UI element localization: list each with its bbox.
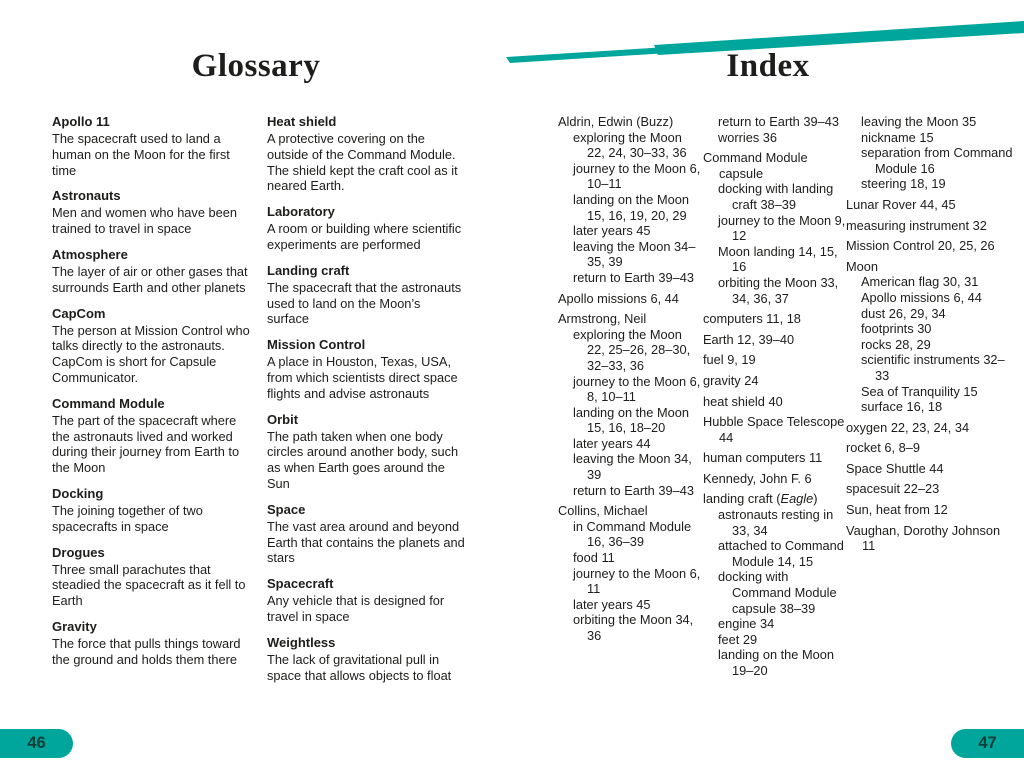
glossary-entry bbox=[52, 306, 250, 386]
glossary-term: Spacecraft bbox=[267, 576, 334, 592]
index-entry: Moon bbox=[846, 258, 879, 274]
index-entry: Vaughan, Dorothy Johnson 11 bbox=[846, 522, 1001, 554]
index-entry: footprints 30 bbox=[861, 321, 932, 337]
index-entry: Sun, heat from 12 bbox=[846, 502, 948, 518]
index-entry: worries 36 bbox=[718, 129, 778, 145]
glossary-term: Docking bbox=[52, 485, 104, 501]
index-entry: attached to Command Module 14, 15 bbox=[718, 538, 844, 569]
index-entry: surface 16, 18 bbox=[861, 399, 943, 415]
index-entry: separation from Command Module 16 bbox=[861, 145, 1013, 176]
glossary-entry bbox=[52, 188, 250, 237]
glossary-definition: A protective covering on the outside of the Command Module. The shield kept the craft cool as it neared Earth. bbox=[267, 131, 458, 194]
index-entry: scientific instruments 32–33 bbox=[861, 352, 1005, 383]
index-entry: landing on the Moon 15, 16, 18–20 bbox=[573, 404, 689, 436]
glossary-entry bbox=[267, 263, 465, 327]
index-entry: orbiting the Moon 34, 36 bbox=[573, 612, 694, 643]
glossary-term: Laboratory bbox=[267, 204, 335, 220]
index-entry: rocks 28, 29 bbox=[861, 336, 931, 352]
index-entry: steering 18, 19 bbox=[861, 176, 946, 192]
index-entry: landing craft (Eagle) bbox=[703, 491, 818, 507]
glossary-term: Weightless bbox=[267, 634, 336, 650]
index-entry: Earth 12, 39–40 bbox=[703, 331, 795, 347]
index-entry: docking with Command Module capsule 38–39 bbox=[718, 569, 837, 616]
index-entry: heat shield 40 bbox=[703, 393, 783, 409]
glossary-definition: Three small parachutes that steadied the spacecraft as it fell to Earth bbox=[52, 561, 246, 609]
glossary-entry bbox=[52, 396, 250, 476]
glossary-entry bbox=[267, 576, 465, 625]
index-entry: Apollo missions 6, 44 bbox=[861, 289, 982, 305]
glossary-definition: The path taken when one body circles around another body, such as when Earth goes around the Sun bbox=[267, 428, 459, 491]
index-entry: engine 34 bbox=[718, 616, 775, 632]
index-entry: Apollo missions 6, 44 bbox=[558, 290, 679, 306]
index-entry: Hubble Space Telescope 44 bbox=[703, 414, 845, 445]
index-column bbox=[558, 114, 703, 679]
page-number-left: 46 bbox=[27, 734, 46, 752]
page-number-right: 47 bbox=[978, 734, 997, 752]
index-entry: human computers 11 bbox=[703, 450, 823, 466]
index-entry-italic: Eagle bbox=[780, 491, 814, 507]
index-entry: rocket 6, 8–9 bbox=[846, 440, 920, 456]
glossary-entry bbox=[267, 204, 465, 253]
glossary-definition: The layer of air or other gases that surrounds Earth and other planets bbox=[52, 263, 248, 295]
glossary-entry bbox=[52, 247, 250, 296]
index-entry: astronauts resting in 33, 34 bbox=[718, 507, 834, 538]
index-entry: journey to the Moon 6, 8, 10–11 bbox=[573, 373, 701, 405]
index-entry: feet 29 bbox=[718, 631, 758, 647]
index-entry: spacesuit 22–23 bbox=[846, 481, 940, 497]
glossary-term: Astronauts bbox=[52, 188, 121, 204]
glossary-entry bbox=[267, 114, 465, 194]
index-entry: Collins, Michael bbox=[558, 503, 648, 519]
glossary-term: Apollo 11 bbox=[52, 114, 110, 129]
glossary-definition: The joining together of two spacecrafts in space bbox=[52, 502, 203, 534]
index-page-title: Index bbox=[726, 48, 810, 84]
glossary-columns bbox=[52, 114, 465, 693]
glossary-term: Space bbox=[267, 501, 306, 517]
index-entry: gravity 24 bbox=[703, 372, 759, 388]
index-entry: return to Earth 39–43 bbox=[573, 482, 694, 498]
index-entry: return to Earth 39–43 bbox=[718, 114, 839, 129]
index-entry: journey to the Moon 6, 10–11 bbox=[573, 160, 701, 192]
index-entry: American flag 30, 31 bbox=[861, 274, 979, 290]
glossary-term: Drogues bbox=[52, 544, 105, 560]
glossary-entry bbox=[267, 635, 465, 684]
index-entry: exploring the Moon 22, 25–26, 28–30, 32–33, 36 bbox=[573, 326, 691, 373]
index-entry: in Command Module 16, 36–39 bbox=[573, 518, 692, 550]
glossary-term: Gravity bbox=[52, 618, 97, 634]
index-entry: journey to the Moon 9, 12 bbox=[718, 212, 846, 244]
glossary-page-title: Glossary bbox=[191, 48, 321, 84]
glossary-entry bbox=[267, 412, 465, 492]
glossary-term: Heat shield bbox=[267, 114, 337, 129]
glossary-column bbox=[267, 114, 465, 693]
index-entry: Sea of Tranquility 15 bbox=[861, 383, 978, 399]
page-number-tab-left bbox=[0, 729, 73, 758]
glossary-definition: A place in Houston, Texas, USA, from which scientists direct space flights and advise astronauts bbox=[267, 354, 458, 401]
index-entry: later years 44 bbox=[573, 435, 651, 451]
glossary-definition: The person at Mission Control who talks directly to the astronauts. CapCom is short for Capsule Communicator. bbox=[52, 322, 250, 385]
index-entry: nickname 15 bbox=[861, 129, 934, 145]
index-entry: leaving the Moon 34, 39 bbox=[573, 451, 692, 483]
index-entry: orbiting the Moon 33, 34, 36, 37 bbox=[718, 274, 839, 306]
index-entry: measuring instrument 32 bbox=[846, 217, 987, 233]
glossary-entry bbox=[52, 486, 250, 535]
glossary-column bbox=[52, 114, 250, 693]
index-entry: Command Module capsule bbox=[703, 150, 808, 181]
glossary-definition: The lack of gravitational pull in space that allows objects to float bbox=[267, 651, 452, 683]
glossary-definition: The spacecraft used to land a human on the Moon for the first time bbox=[52, 131, 230, 178]
index-entry: docking with landing craft 38–39 bbox=[718, 181, 834, 212]
glossary-entry bbox=[52, 114, 250, 178]
index-entry: Mission Control 20, 25, 26 bbox=[846, 238, 995, 254]
glossary-term: Mission Control bbox=[267, 337, 366, 353]
index-entry: Aldrin, Edwin (Buzz) bbox=[558, 114, 674, 129]
index-entry: later years 45 bbox=[573, 223, 651, 239]
glossary-term: Orbit bbox=[267, 411, 299, 427]
index-entry: Space Shuttle 44 bbox=[846, 460, 944, 476]
index-entry: fuel 9, 19 bbox=[703, 352, 756, 368]
index-entry: dust 26, 29, 34 bbox=[861, 305, 946, 321]
index-entry: landing on the Moon 15, 16, 19, 20, 29 bbox=[573, 191, 689, 223]
index-entry: return to Earth 39–43 bbox=[573, 269, 694, 285]
index-entry: exploring the Moon 22, 24, 30–33, 36 bbox=[573, 129, 687, 161]
glossary-definition: The part of the spacecraft where the astronauts lived and worked during their journey from Earth to the Moon bbox=[52, 412, 240, 476]
page-number-tab-right bbox=[951, 729, 1024, 758]
index-entry: landing on the Moon 19–20 bbox=[718, 647, 834, 678]
glossary-definition: Men and women who have been trained to travel in space bbox=[52, 205, 237, 237]
index-entry: Lunar Rover 44, 45 bbox=[846, 196, 956, 212]
index-entry: computers 11, 18 bbox=[703, 311, 801, 327]
index-page bbox=[512, 0, 1024, 779]
index-entry: leaving the Moon 34–35, 39 bbox=[573, 238, 696, 270]
glossary-definition: Any vehicle that is designed for travel in space bbox=[267, 593, 445, 624]
glossary-definition: The spacecraft that the astronauts used to land on the Moon’s surface bbox=[267, 279, 462, 327]
glossary-entry bbox=[52, 545, 250, 609]
index-entry: later years 45 bbox=[573, 596, 651, 612]
glossary-entry bbox=[52, 619, 250, 668]
index-column bbox=[703, 114, 846, 679]
index-entry: oxygen 22, 23, 24, 34 bbox=[846, 419, 970, 435]
glossary-entry bbox=[267, 337, 465, 401]
index-entry: journey to the Moon 6, 11 bbox=[573, 565, 701, 597]
glossary-term: CapCom bbox=[52, 305, 106, 321]
glossary-definition: The force that pulls things toward the ground and holds them there bbox=[52, 635, 241, 667]
glossary-entry bbox=[267, 502, 465, 566]
index-entry: Armstrong, Neil bbox=[558, 311, 647, 327]
glossary-definition: The vast area around and beyond Earth that contains the planets and stars bbox=[267, 518, 465, 566]
glossary-term: Landing craft bbox=[267, 262, 350, 278]
index-column bbox=[846, 114, 1014, 679]
glossary-term: Atmosphere bbox=[52, 246, 128, 262]
index-columns bbox=[558, 114, 1014, 679]
index-entry: Moon landing 14, 15, 16 bbox=[718, 243, 838, 275]
index-entry: food 11 bbox=[573, 550, 615, 566]
glossary-definition: A room or building where scientific experiments are performed bbox=[267, 221, 462, 252]
index-entry: Kennedy, John F. 6 bbox=[703, 470, 812, 486]
index-entry: leaving the Moon 35 bbox=[861, 114, 977, 129]
glossary-term: Command Module bbox=[52, 395, 165, 411]
